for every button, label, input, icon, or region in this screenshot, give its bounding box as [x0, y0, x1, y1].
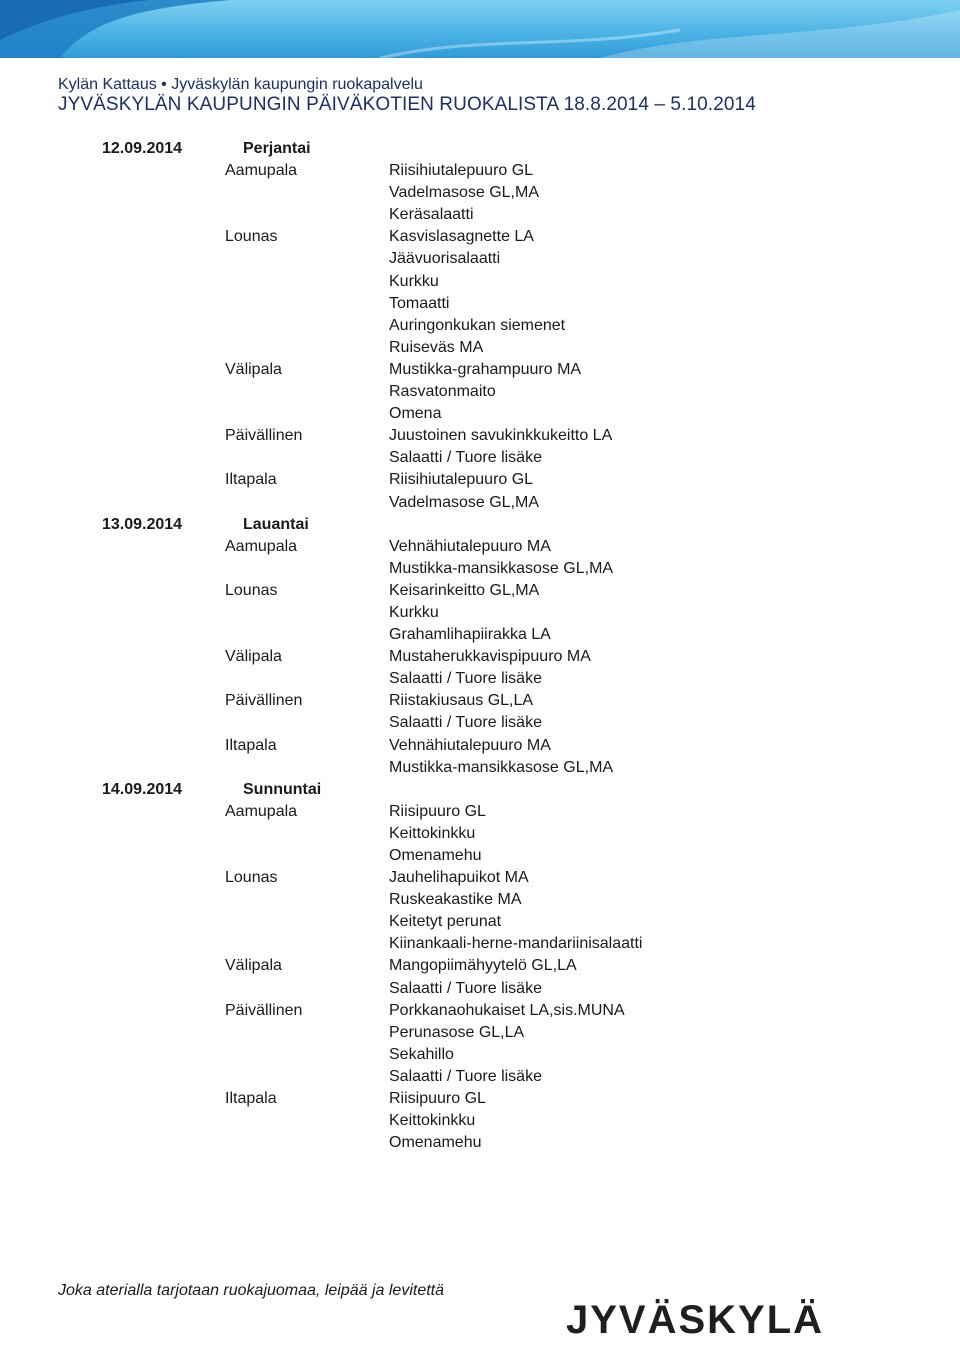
- food-item: Kasvislasagnette LA: [389, 228, 534, 246]
- day-date: 14.09.2014: [102, 780, 183, 798]
- menu-item-row: [0, 933, 960, 955]
- menu-item-row: [0, 204, 960, 226]
- menu-item-row: [0, 624, 960, 646]
- meal-name: Aamupala: [225, 162, 298, 180]
- day-weekday: Perjantai: [243, 140, 311, 157]
- food-item: Porkkanaohukaiset LA,sis.MUNA: [389, 1001, 625, 1019]
- menu-item-row: [0, 690, 960, 712]
- food-item: Juustoinen savukinkkukeitto LA: [389, 427, 613, 445]
- meal-name: Aamupala: [225, 802, 298, 820]
- menu-item-row: [0, 447, 960, 469]
- menu-item-row: [0, 867, 960, 889]
- food-item: Ruskeakastike MA: [389, 891, 522, 909]
- menu-item-row: [0, 845, 960, 867]
- menu-item-row: [0, 1022, 960, 1044]
- food-item: Salaatti / Tuore lisäke: [389, 979, 542, 997]
- menu-item-row: [0, 646, 960, 668]
- food-item: Perunasose GL,LA: [389, 1023, 525, 1041]
- menu-item-row: [0, 536, 960, 558]
- food-item: Mangopiimähyytelö GL,LA: [389, 957, 577, 975]
- food-item: Mustikka-grahampuuro MA: [389, 360, 582, 378]
- meal-name: Välipala: [225, 648, 282, 666]
- meal-name: Lounas: [225, 228, 278, 246]
- menu-item-row: [0, 889, 960, 911]
- menu-item-row: [0, 978, 960, 1000]
- food-item: Keräsalaatti: [389, 206, 474, 224]
- food-item: Rasvatonmaito: [389, 383, 496, 401]
- footer-note: Joka aterialla tarjotaan ruokajuomaa, leipää ja levitettä: [58, 1282, 445, 1299]
- food-item: Kiinankaali-herne-mandariinisalaatti: [389, 935, 643, 953]
- menu-item-row: [0, 182, 960, 204]
- menu-item-row: [0, 558, 960, 580]
- food-item: Vadelmasose GL,MA: [389, 493, 539, 511]
- meal-name: Välipala: [225, 360, 282, 378]
- food-item: Mustikka-mansikkasose GL,MA: [389, 559, 614, 577]
- menu-item-row: [0, 226, 960, 248]
- food-item: Vehnähiutalepuuro MA: [389, 537, 551, 555]
- menu-item-row: [0, 1110, 960, 1132]
- meal-name: Iltapala: [225, 736, 277, 754]
- food-item: Vehnähiutalepuuro MA: [389, 736, 551, 754]
- menu-item-row: [0, 955, 960, 977]
- food-item: Keittokinkku: [389, 824, 476, 842]
- menu-item-row: [0, 712, 960, 734]
- food-item: Jäävuorisalaatti: [389, 250, 501, 268]
- food-item: Salaatti / Tuore lisäke: [389, 449, 542, 467]
- food-item: Riisihiutalepuuro GL: [389, 162, 534, 180]
- menu-item-row: [0, 492, 960, 514]
- day-header-row: [0, 779, 960, 801]
- page-title: JYVÄSKYLÄN KAUPUNGIN PÄIVÄKOTIEN RUOKALISTA 18.8.2014 – 5.10.2014: [58, 94, 756, 115]
- food-item: Keitetyt perunat: [389, 913, 502, 931]
- menu-item-row: [0, 735, 960, 757]
- food-item: Auringonkukan siemenet: [389, 316, 566, 334]
- menu-item-row: [0, 1066, 960, 1088]
- food-item: Riistakiusaus GL,LA: [389, 692, 534, 710]
- menu-item-row: [0, 1132, 960, 1154]
- food-item: Keisarinkeitto GL,MA: [389, 581, 540, 599]
- food-item: Sekahillo: [389, 1045, 454, 1063]
- food-item: Mustaherukkavispipuuro MA: [389, 648, 591, 666]
- food-item: Riisipuuro GL: [389, 1090, 486, 1108]
- food-item: Grahamlihapiirakka LA: [389, 626, 551, 644]
- day-date: 13.09.2014: [102, 515, 183, 533]
- food-item: Jauhelihapuikot MA: [389, 869, 529, 887]
- menu-item-row: [0, 1088, 960, 1110]
- food-item: Omenamehu: [389, 1134, 482, 1152]
- jyvaskyla-logo: JYVÄSKYLÄ: [566, 1298, 825, 1342]
- menu-item-row: [0, 823, 960, 845]
- menu-item-row: [0, 602, 960, 624]
- menu-item-row: [0, 403, 960, 425]
- food-item: Ruiseväs MA: [389, 338, 484, 356]
- menu-item-row: [0, 271, 960, 293]
- menu-item-row: [0, 801, 960, 823]
- meal-name: Lounas: [225, 581, 278, 599]
- food-item: Salaatti / Tuore lisäke: [389, 1067, 542, 1085]
- header-banner: [0, 0, 960, 58]
- menu-item-row: [0, 1000, 960, 1022]
- menu-item-row: [0, 1044, 960, 1066]
- food-item: Riisipuuro GL: [389, 802, 486, 820]
- meal-name: Lounas: [225, 869, 278, 887]
- menu-item-row: [0, 668, 960, 690]
- food-item: Mustikka-mansikkasose GL,MA: [389, 758, 614, 776]
- menu-item-row: [0, 580, 960, 602]
- menu-list: [0, 138, 960, 1154]
- meal-name: Päivällinen: [225, 692, 303, 710]
- food-item: Tomaatti: [389, 294, 450, 312]
- food-item: Omena: [389, 405, 442, 423]
- meal-name: Iltapala: [225, 1090, 277, 1108]
- menu-item-row: [0, 911, 960, 933]
- day-header-row: [0, 514, 960, 536]
- menu-item-row: [0, 359, 960, 381]
- meal-name: Aamupala: [225, 537, 298, 555]
- meal-name: Välipala: [225, 957, 282, 975]
- food-item: Omenamehu: [389, 847, 482, 864]
- food-item: Salaatti / Tuore lisäke: [389, 670, 542, 688]
- food-item: Keittokinkku: [389, 1112, 476, 1130]
- menu-item-row: [0, 315, 960, 337]
- food-item: Riisihiutalepuuro GL: [389, 471, 534, 489]
- menu-item-row: [0, 381, 960, 403]
- menu-item-row: [0, 293, 960, 315]
- meal-name: Iltapala: [225, 471, 277, 489]
- food-item: Salaatti / Tuore lisäke: [389, 714, 542, 732]
- menu-item-row: [0, 757, 960, 779]
- menu-item-row: [0, 469, 960, 491]
- food-item: Kurkku: [389, 272, 439, 290]
- menu-item-row: [0, 425, 960, 447]
- day-date: 12.09.2014: [102, 140, 183, 157]
- food-item: Kurkku: [389, 603, 439, 621]
- meal-name: Päivällinen: [225, 427, 303, 445]
- header-subtitle: Kylän Kattaus • Jyväskylän kaupungin ruokapalvelu: [58, 76, 423, 93]
- day-weekday: Sunnuntai: [243, 780, 322, 798]
- menu-item-row: [0, 160, 960, 182]
- day-weekday: Lauantai: [243, 515, 309, 533]
- menu-item-row: [0, 337, 960, 359]
- food-item: Vadelmasose GL,MA: [389, 184, 539, 202]
- meal-name: Päivällinen: [225, 1001, 303, 1019]
- day-header-row: [0, 138, 960, 160]
- menu-item-row: [0, 248, 960, 270]
- banner-wave-graphic: [0, 0, 960, 58]
